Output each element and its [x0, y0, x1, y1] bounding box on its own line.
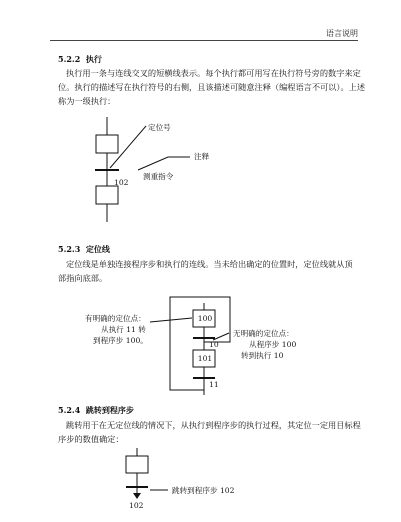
paragraph-line: 称为一级执行：	[58, 96, 116, 106]
figure-jump	[126, 448, 168, 499]
figure-execution	[95, 117, 190, 222]
arrow-down-icon	[133, 493, 141, 499]
paragraph-line: 部指向底部。	[58, 273, 108, 283]
label-target-102: 102	[129, 501, 144, 510]
paragraph-line: 序步的数值确定：	[58, 434, 124, 444]
label-line: 无明确的定位点：	[233, 329, 294, 338]
section-number: 5.2.3	[58, 244, 81, 254]
section-number: 5.2.2	[58, 54, 81, 64]
section-title: 定位线	[85, 244, 110, 254]
label-line: 到程序步 100。	[93, 336, 148, 345]
label-line: 转到执行 10	[241, 351, 284, 360]
paragraph-line: 执行用一条与连线交叉的短横线表示。每个执行都可用写在执行符号旁的数字来定	[66, 68, 361, 78]
step-label-100: 100	[197, 314, 213, 323]
label-jump: 跳转到程序步 102	[172, 486, 235, 495]
step-box	[96, 186, 118, 204]
header-title: 语言说明	[326, 29, 358, 38]
section-title: 跳转到程序步	[85, 405, 134, 415]
label-number-102: 102	[114, 178, 129, 187]
section-number: 5.2.4	[58, 405, 81, 415]
paragraph-line: 跳转用于在无定位线的情况下，从执行到程序步的执行过程，其定位一定用目标程	[66, 420, 361, 430]
leader-line	[150, 318, 192, 322]
action-number-11: 11	[209, 380, 219, 389]
label-implicit-position	[233, 328, 296, 361]
label-line: 从执行 11 转	[101, 325, 146, 334]
action-number-10: 10	[209, 340, 219, 349]
step-box	[126, 456, 148, 473]
label-position-number: 定位号	[148, 123, 171, 132]
paragraph-line: 位。执行的描述写在执行符号的右侧，且该描述可随意注释（编程语言不可以）。上述	[58, 82, 366, 92]
leader-line	[110, 126, 146, 168]
step-box	[96, 135, 118, 153]
leader-line	[138, 157, 190, 170]
label-line: 从程序步 100	[249, 340, 297, 349]
section-title: 执行	[85, 54, 102, 64]
label-line: 有明确的定位点：	[85, 314, 146, 323]
label-instruction: 测重指令	[143, 172, 174, 181]
label-comment: 注释	[194, 152, 210, 161]
leader-line	[213, 333, 229, 340]
label-explicit-position	[85, 313, 148, 346]
paragraph-line: 定位线是单独连接程序步和执行的连线。当未给出确定的位置时，定位线就从顶	[66, 259, 353, 269]
position-line-loop	[170, 297, 230, 390]
step-label-101: 101	[197, 354, 213, 363]
